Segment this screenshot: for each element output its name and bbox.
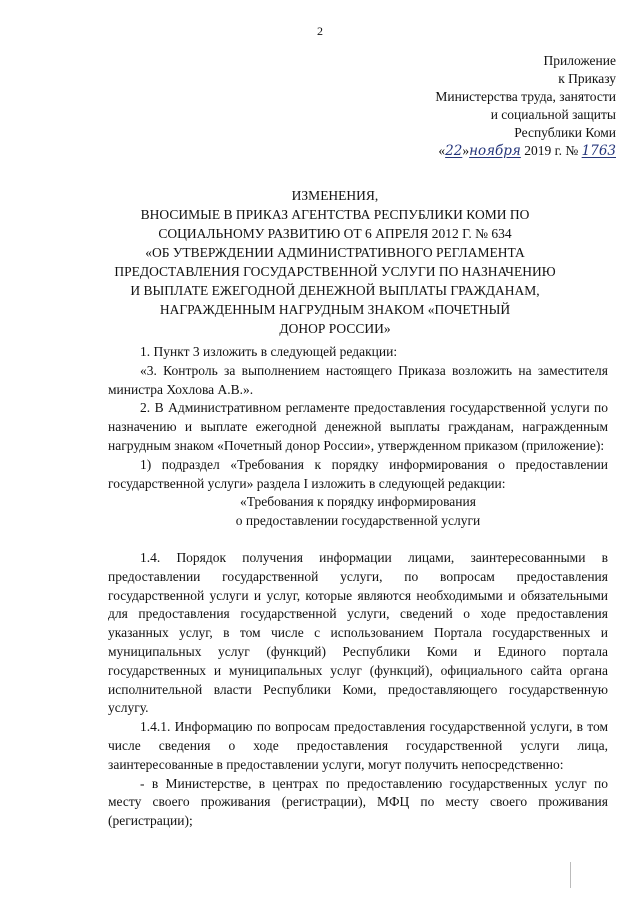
paragraph-item-1: 1. Пункт 3 изложить в следующей редакции: xyxy=(140,344,398,359)
date-close-quote: » xyxy=(462,143,470,158)
paragraph-ministry: - в Министерстве, в центрах по предоставлению государственных услуг по месту своего проживания (регистрации), МФЦ по месту своего проживания (регистрации); xyxy=(108,775,608,829)
document-body xyxy=(108,343,608,831)
title-line: ПРЕДОСТАВЛЕНИЯ ГОСУДАРСТВЕННОЙ УСЛУГИ ПО НАЗНАЧЕНИЮ xyxy=(114,264,556,279)
paragraph-control: «3. Контроль за выполнением настоящего Приказа возложить на заместителя министра Хохлова А.В.». xyxy=(108,362,608,397)
paragraph-gap xyxy=(108,531,608,549)
margin-mark xyxy=(570,862,571,888)
appendix-line: Республики Коми xyxy=(514,125,616,140)
title-line: ДОНОР РОССИИ» xyxy=(279,321,391,336)
handwritten-order-number: 1763 xyxy=(581,143,616,159)
appendix-line: Приложение xyxy=(543,53,616,68)
paragraph-1-4: 1.4. Порядок получения информации лицами, заинтересованными в предоставлении государственной услуги, по вопросам предоставления государственной услуги и услуг, которые являются необходимыми и обязательными для предоставления государственной услуги, сведений о ходе предоставления указанных услуг, в том числе с использованием Портала государственных и муниципальных услуг (функций) Республики Коми и Единого портала государственных и муниципальных услуг (функций), официального сайта органа исполнительной власти Республики Коми, предоставляющего государственную услугу. xyxy=(108,549,608,716)
section-heading-line: о предоставлении государственной услуги xyxy=(235,513,481,529)
title-line: ВНОСИМЫЕ В ПРИКАЗ АГЕНТСТВА РЕСПУБЛИКИ КОМИ ПО xyxy=(140,207,530,222)
page-number: 2 xyxy=(317,24,323,38)
appendix-date-line xyxy=(356,142,616,160)
handwritten-day: 22 xyxy=(445,143,463,159)
appendix-block xyxy=(356,52,616,160)
title-line: ИЗМЕНЕНИЯ, xyxy=(291,188,379,203)
paragraph-1-4-1: 1.4.1. Информацию по вопросам предоставления государственной услуги, в том числе сведения о ходе предоставления государственной услуги лица, заинтересованные в предоставлении услуги, могут получить непосредственно: xyxy=(108,719,608,772)
title-line: «ОБ УТВЕРЖДЕНИИ АДМИНИСТРАТИВНОГО РЕГЛАМЕНТА xyxy=(145,245,525,260)
paragraph-item-2: 2. В Административном регламенте предоставления государственной услуги по назначению и выплате ежегодной денежной выплаты гражданам, награжденным нагрудным знаком «Почетный донор России», утвержденном приказом (приложение): xyxy=(108,400,608,453)
appendix-line: к Приказу xyxy=(558,71,616,86)
handwritten-month: ноября xyxy=(469,143,521,159)
appendix-line: Министерства труда, занятости xyxy=(435,89,616,104)
paragraph-subsection: 1) подраздел «Требования к порядку информирования о предоставлении государственной услуги» раздела I изложить в следующей редакции: xyxy=(108,456,608,491)
title-line: СОЦИАЛЬНОМУ РАЗВИТИЮ ОТ 6 АПРЕЛЯ 2012 Г. № 634 xyxy=(158,226,512,241)
date-year: 2019 г. № xyxy=(520,143,582,158)
title-line: И ВЫПЛАТЕ ЕЖЕГОДНОЙ ДЕНЕЖНОЙ ВЫПЛАТЫ ГРАЖДАНАМ, xyxy=(130,283,540,298)
document-title xyxy=(100,186,570,338)
date-open-quote: « xyxy=(438,143,446,158)
appendix-line: и социальной защиты xyxy=(490,107,616,122)
title-line: НАГРАЖДЕННЫМ НАГРУДНЫМ ЗНАКОМ «ПОЧЕТНЫЙ xyxy=(159,302,511,317)
section-heading-line: «Требования к порядку информирования xyxy=(240,494,476,510)
